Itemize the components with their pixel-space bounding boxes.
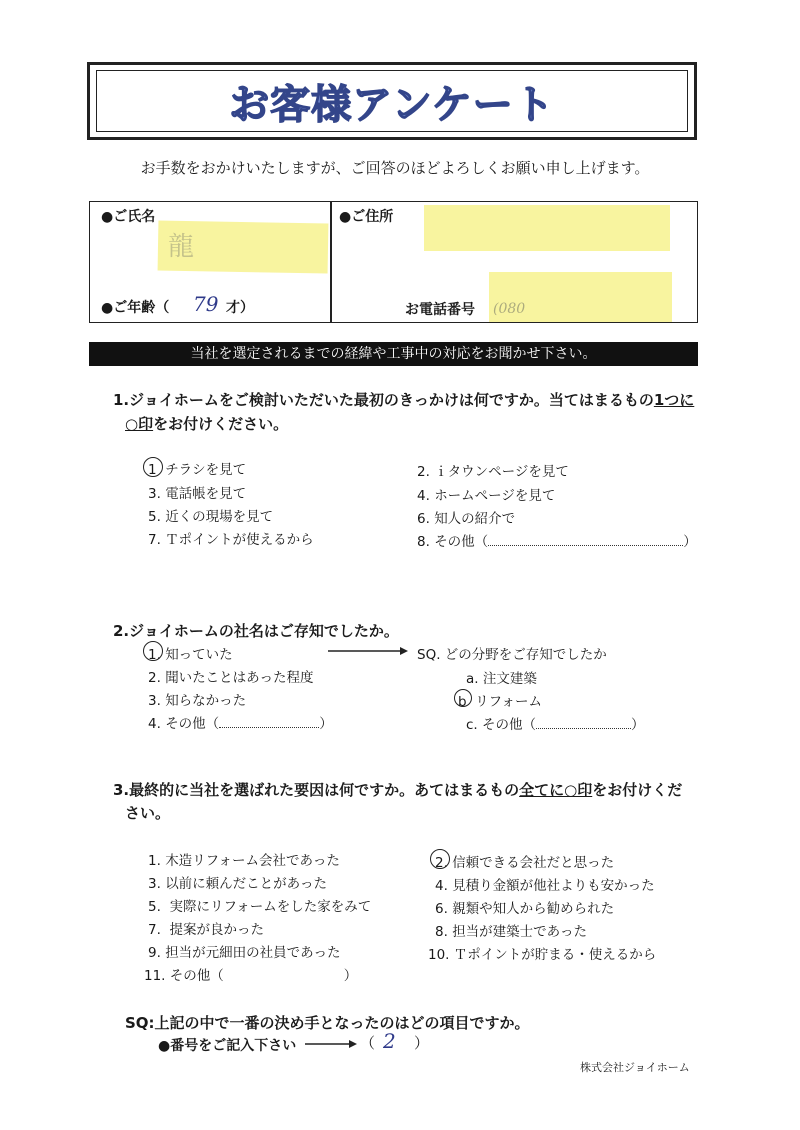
question-1-text-c: ○印 [125, 415, 154, 433]
q3-option-1[interactable] [148, 849, 340, 869]
q1-option-7-label: Ｔポイントが使えるから [165, 532, 314, 548]
q1-option-8-num: 8. [417, 534, 430, 550]
q3-option-9-num: 9. [148, 945, 161, 961]
question-3-line-2: さい。 [125, 804, 171, 822]
q1-option-2-num: 2. [417, 464, 430, 480]
q3-option-6[interactable] [435, 897, 614, 917]
q3-option-11[interactable]: 11. その他（ ） [144, 968, 358, 984]
q2-option-2-num: 2. [148, 670, 161, 686]
q1-option-3-label: 電話帳を見て [165, 486, 247, 502]
sq-prompt: ●番号をご記入下さい [158, 1038, 297, 1054]
q1-option-5-num: 5. [148, 509, 161, 525]
q2-option-4-label: その他（ [165, 716, 220, 732]
q1-option-3-num: 3. [148, 486, 161, 502]
sq-answer-close-paren: ） [414, 1034, 430, 1052]
q3-option-11-label: その他（ [169, 968, 224, 984]
q1-option-2[interactable] [417, 460, 569, 480]
arrow-right-icon [328, 644, 408, 658]
q1-option-7[interactable] [148, 528, 314, 548]
q3-option-4[interactable] [435, 874, 655, 894]
q3-option-1-num: 1. [148, 853, 161, 869]
q3-option-7[interactable] [148, 918, 264, 938]
q2-option-2[interactable] [148, 666, 314, 686]
q1-option-1[interactable] [148, 458, 246, 478]
q2-other-blank[interactable] [219, 717, 319, 728]
q1-other-blank[interactable] [488, 535, 683, 546]
q1-option-7-num: 7. [148, 532, 161, 548]
name-label: ●ご氏名 [101, 209, 156, 225]
company-name: 株式会社ジョイホーム [580, 1061, 690, 1074]
q2-sq-option-c-num: c. [466, 717, 478, 733]
q3-option-3[interactable] [148, 872, 327, 892]
q1-option-8-label: その他（ [434, 534, 489, 550]
q2-sq-option-c-label: その他（ [482, 717, 537, 733]
info-box-divider [330, 201, 332, 323]
q3-option-4-num: 4. [435, 878, 448, 894]
q2-sq-option-a-label: 注文建築 [482, 671, 537, 687]
q1-option-4-num: 4. [417, 488, 430, 504]
q2-option-4[interactable]: 4. その他（ ） [148, 716, 333, 732]
q1-option-5[interactable] [148, 505, 273, 525]
q1-option-4-label: ホームページを見て [434, 488, 556, 504]
q2-sq-text: SQ. どの分野をご存知でしたか [417, 647, 607, 663]
question-2-text: 2.ジョイホームの社名はご存知でしたか。 [113, 622, 399, 640]
q2-sq-option-b[interactable] [458, 690, 542, 710]
phone-partial: (080 [493, 301, 526, 317]
q1-option-8[interactable]: 8. その他（ ） [417, 534, 697, 550]
q1-option-6-label: 知人の紹介で [434, 511, 516, 527]
q2-sq-option-b-num: b [458, 694, 467, 710]
question-1-text-b: 1つに [653, 391, 695, 409]
phone-label: お電話番号 [405, 302, 475, 318]
question-1-line-2 [125, 413, 288, 434]
address-label: ●ご住所 [339, 209, 394, 225]
q2-option-2-label: 聞いたことはあった程度 [165, 670, 314, 686]
q1-option-1-num: 1 [148, 462, 157, 478]
age-label: ●ご年齢（ [101, 300, 170, 316]
q3-option-2-label: 信頼できる会社だと思った [452, 855, 615, 871]
age-value: 79 [193, 292, 219, 316]
q2-option-3[interactable] [148, 689, 246, 709]
age-suffix: 才） [226, 300, 254, 316]
q3-option-11-num: 11. [144, 968, 166, 984]
q1-option-6-num: 6. [417, 511, 430, 527]
q3-option-8[interactable] [435, 920, 587, 940]
question-1-line-1 [113, 389, 713, 410]
sq-answer-open-paren: （ [360, 1034, 376, 1052]
question-1-text-d: をお付けください。 [153, 415, 289, 433]
q3-option-10-label: Ｔポイントが貯まる・使えるから [453, 947, 657, 963]
q3-option-10[interactable] [428, 943, 656, 963]
address-redaction [424, 205, 670, 251]
section-banner: 当社を選定されるまでの経緯や工事中の対応をお聞かせ下さい。 [89, 342, 698, 366]
q2-option-1-num: 1. [148, 647, 161, 663]
q2-option-3-label: 知らなかった [165, 693, 247, 709]
q3-option-9-label: 担当が元細田の社員であった [165, 945, 341, 961]
q3-option-2[interactable] [435, 851, 614, 871]
q2-sq-option-b-label: リフォーム [475, 694, 542, 710]
q3-option-7-label: 提案が良かった [169, 922, 264, 938]
title-frame [87, 62, 697, 140]
sq-question-text: SQ:上記の中で一番の決め手となったのはどの項目ですか。 [125, 1014, 530, 1032]
q3-option-3-num: 3. [148, 876, 161, 892]
q1-option-6[interactable] [417, 507, 515, 527]
arrow-right-icon [305, 1037, 357, 1051]
q1-option-1-label: チラシを見て [165, 462, 247, 478]
q3-option-8-num: 8. [435, 924, 448, 940]
q2-sq-other-blank[interactable] [536, 718, 631, 729]
q1-option-3[interactable] [148, 482, 246, 502]
q3-option-9[interactable] [148, 941, 341, 961]
question-3-line-1 [113, 779, 682, 800]
q3-option-6-label: 親類や知人から勧められた [452, 901, 615, 917]
q3-option-6-num: 6. [435, 901, 448, 917]
q3-option-7-num: 7. [148, 922, 161, 938]
q2-sq-option-c[interactable]: c. その他（ ） [466, 717, 645, 733]
q3-option-10-num: 10. [428, 947, 450, 963]
q2-option-3-num: 3. [148, 693, 161, 709]
q3-option-5-label: 実際にリフォームをした家をみて [169, 899, 372, 915]
q3-option-2-num: 2. [435, 855, 448, 871]
q2-option-1[interactable] [148, 643, 233, 663]
q2-option-4-num: 4. [148, 716, 161, 732]
q3-option-3-label: 以前に頼んだことがあった [165, 876, 328, 892]
q1-option-2-label: ｉタウンページを見て [434, 464, 569, 480]
page-title: お客様アンケート [229, 82, 555, 128]
q2-sq-option-a[interactable] [466, 667, 537, 687]
intro-text: お手数をおかけいたしますが、ご回答のほどよろしくお願い申し上げます。 [140, 159, 650, 177]
sq-answer-value[interactable]: 2 [383, 1029, 396, 1053]
q3-option-5-num: 5. [148, 899, 161, 915]
q1-option-4[interactable] [417, 484, 555, 504]
q3-option-4-label: 見積り金額が他社よりも安かった [452, 878, 655, 894]
name-faint-text: 龍 [168, 232, 195, 262]
q1-option-5-label: 近くの現場を見て [165, 509, 274, 525]
question-3-text-b: 全てに○印 [519, 781, 593, 799]
q3-option-8-label: 担当が建築士であった [452, 924, 588, 940]
q3-option-5[interactable] [148, 895, 371, 915]
q3-option-1-label: 木造リフォーム会社であった [165, 853, 340, 869]
question-1-text-a: 1.ジョイホームをご検討いただいた最初のきっかけは何ですか。当てはまるもの [113, 391, 654, 409]
question-3-text-a: 3.最終的に当社を選ばれた要因は何ですか。あてはまるもの [113, 781, 520, 799]
q2-sq-option-a-num: a. [466, 671, 479, 687]
question-3-text-c: をお付けくだ [592, 781, 683, 799]
q2-option-1-label: 知っていた [165, 647, 233, 663]
